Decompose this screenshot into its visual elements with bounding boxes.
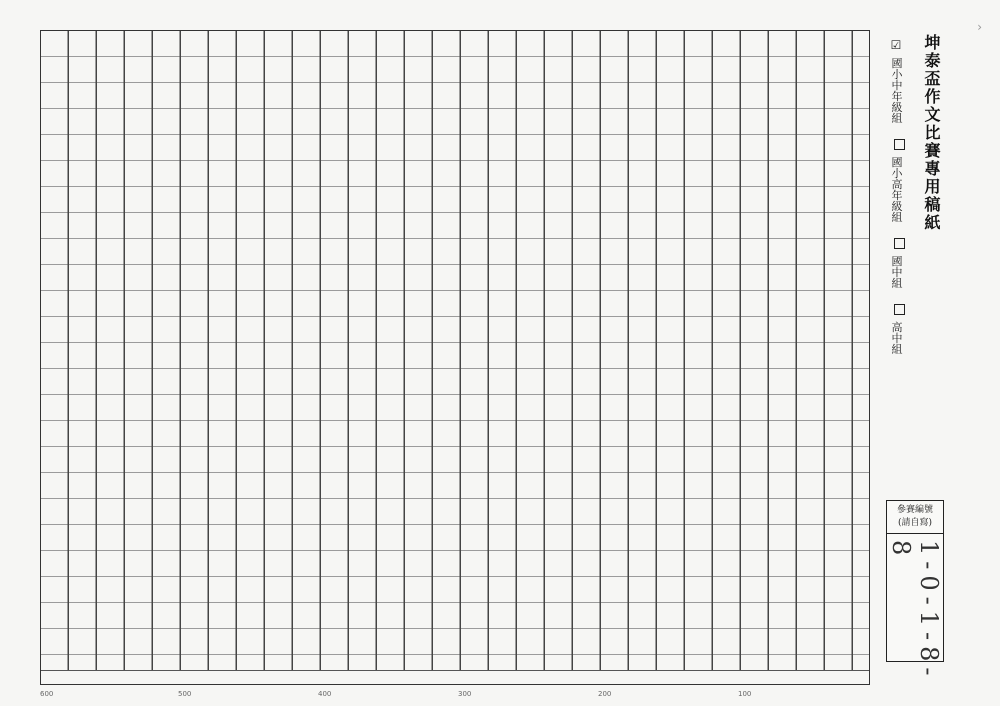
scale-mark: 500	[178, 690, 192, 698]
scale-mark: 400	[318, 690, 332, 698]
scale-mark: 300	[458, 690, 472, 698]
entry-number-header	[887, 501, 943, 534]
option-label: 國小中年級組	[890, 57, 903, 124]
check-mark-icon: ☑	[889, 38, 903, 52]
entry-number-box	[886, 500, 944, 682]
option-elementary-upper[interactable]	[888, 139, 905, 223]
checkbox-icon	[894, 304, 905, 315]
checkbox-icon	[894, 238, 905, 249]
option-junior-high[interactable]	[888, 238, 905, 289]
option-senior-high[interactable]	[888, 304, 905, 355]
corner-mark-icon: ›	[977, 20, 982, 34]
option-label: 高中組	[890, 321, 903, 355]
form-title: 坤泰盃作文比賽專用稿紙	[922, 34, 941, 232]
entry-number-label: 參賽編號	[896, 505, 933, 515]
option-elementary-middle[interactable]	[888, 38, 904, 124]
scale-mark: 100	[738, 690, 752, 698]
entry-number-value[interactable]: 1-0-1-8-8	[887, 540, 943, 682]
manuscript-grid	[40, 30, 870, 685]
checkbox-icon	[894, 139, 905, 150]
scale-mark: 600	[40, 690, 54, 698]
option-label: 國中組	[890, 255, 903, 289]
character-count-scale	[40, 690, 870, 702]
entry-number-note: (請自寫)	[897, 518, 933, 528]
option-label: 國小高年級組	[890, 156, 903, 223]
group-options	[888, 38, 905, 367]
scale-mark: 200	[598, 690, 612, 698]
